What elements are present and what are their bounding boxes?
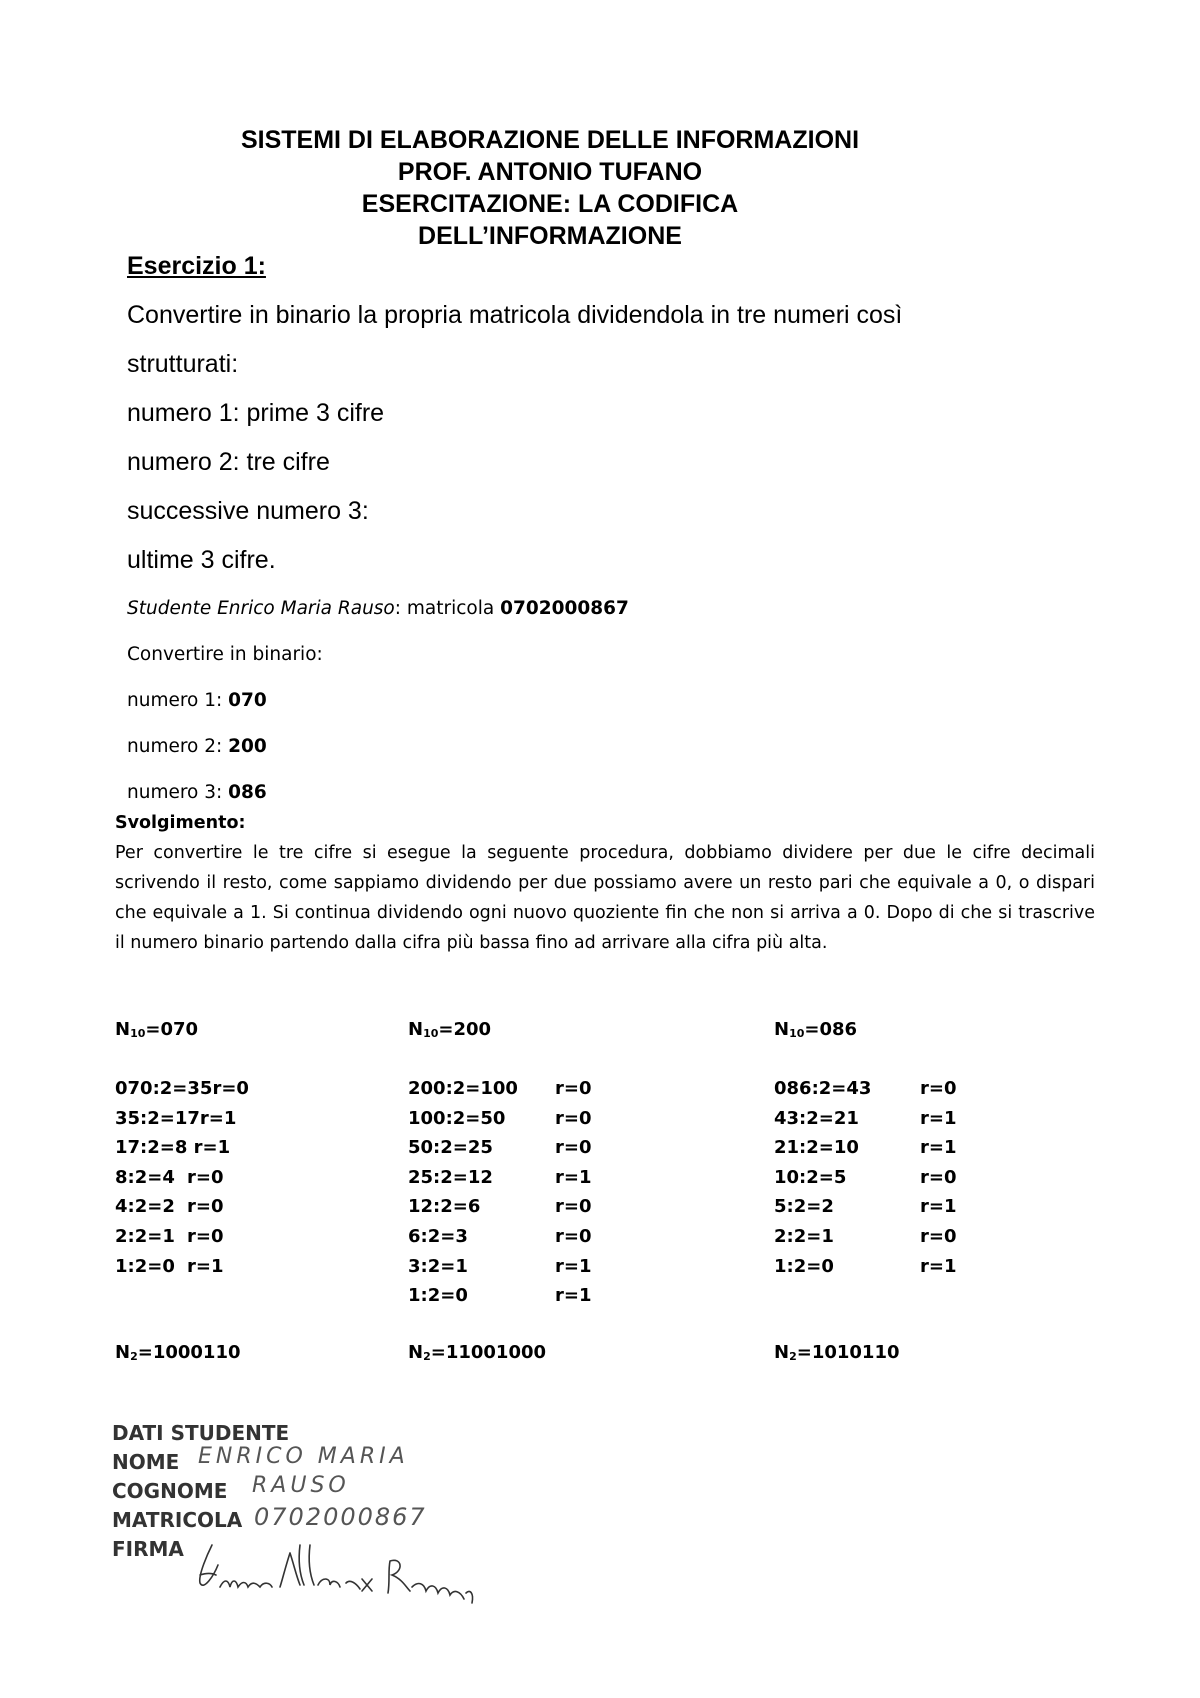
n2-result: $N_2=11001000$ [408,1342,547,1363]
division-row: 35:2=17r=1 [115,1107,237,1129]
handwritten-cognome: RAUSO [252,1473,350,1498]
division-row: 5:2=2 r=1 [774,1196,957,1218]
professor-name: PROF. ANTONIO TUFANO [397,158,703,186]
instruction-line: numero 1: prime 3 cifre [127,399,385,427]
division-row: 086:2=43 r=0 [774,1078,957,1099]
division-row: 8:2=4 r=0 [115,1166,224,1188]
division-row: 4:2=2 r=0 [115,1196,224,1218]
division-row: 25:2=12 r=1 [408,1166,592,1188]
number-line: numero 2: 200 [127,736,267,757]
handwritten-matricola: 0702000867 [254,1503,427,1531]
division-row: 1:2=0 r=1 [774,1255,957,1277]
division-row: 17:2=8 r=1 [115,1137,231,1159]
division-row: 6:2=3 r=0 [408,1225,592,1247]
division-row: 21:2=10 r=1 [774,1137,957,1159]
matricola-label: MATRICOLA [112,1508,243,1532]
number-line: numero 1: 070 [127,690,267,711]
division-row: 43:2=21 r=1 [774,1107,957,1129]
division-row: 2:2=1 r=0 [115,1225,224,1247]
exercise-heading-cont: DELL’INFORMAZIONE [418,222,682,250]
student-name: Studente Enrico Maria Rauso [127,598,395,619]
instruction-line: strutturati: [127,350,239,378]
n2-result: $N_2=1000110$ [115,1342,241,1363]
conversion-column-3 [774,1016,957,1363]
firma-label: FIRMA [112,1537,184,1561]
exercise-title: Esercizio 1: [127,252,266,280]
student-info [127,597,629,827]
division-row: 1:2=0 r=1 [115,1255,224,1277]
division-row: 50:2=25 r=0 [408,1137,592,1159]
division-row: 3:2=1 r=1 [408,1255,592,1277]
n2-result: $N_2=1010110$ [774,1342,900,1363]
number-line: numero 3: 086 [127,782,267,803]
division-row: 100:2=50 r=0 [408,1107,592,1129]
n10-label: $N_{10}=070$ [115,1019,199,1040]
conversion-column-1 [115,1016,249,1363]
instruction-line: numero 2: tre cifre [127,448,330,476]
n10-label: $N_{10}=200$ [408,1019,492,1040]
division-row: 2:2=1 r=0 [774,1225,957,1247]
instruction-line: ultime 3 cifre. [127,546,276,574]
student-matricola: 0702000867 [500,598,629,619]
exercise-heading: ESERCITAZIONE: LA CODIFICA [361,190,739,218]
document-header [0,124,1100,252]
cognome-label: COGNOME [112,1479,228,1503]
instruction-line: successive numero 3: [127,497,369,525]
handwritten-nome: ENRICO MARIA [198,1444,409,1469]
svolgimento-title: Svolgimento: [115,813,246,833]
conversion-column-2 [408,1016,592,1363]
nome-label: NOME [112,1450,180,1474]
instruction-line: Convertire in binario la propria matricola dividendola in tre numeri così [127,301,903,329]
student-line: Studente Enrico Maria Rauso: matricola 0702000867 [127,598,629,619]
student-data-title: DATI STUDENTE [112,1421,290,1445]
division-row: 070:2=35r=0 [115,1078,249,1099]
n10-label: $N_{10}=086$ [774,1019,858,1040]
division-row: 1:2=0 r=1 [408,1285,592,1307]
division-row: 200:2=100 r=0 [408,1078,592,1099]
exercise-instructions [127,300,902,594]
division-row: 10:2=5 r=0 [774,1166,957,1188]
convert-label: Convertire in binario: [127,644,323,665]
svolgimento-text: Per convertire le tre cifre si esegue la seguente procedura, dobbiamo dividere per due le cifre decimali scrivendo il resto, come sappiamo dividendo per due possiamo avere un resto pari che equivale a 0, o dispari che equivale a 1. Si continua dividendo ogni nuovo quoziente fin che non si arriva a 0. Dopo di che si trascrive il numero binario partendo dalla cifra più bassa fino ad arrivare alla cifra più alta. [115,843,1095,953]
signature-image [190,1535,490,1615]
course-title: SISTEMI DI ELABORAZIONE DELLE INFORMAZIONI [240,126,860,154]
division-row: 12:2=6 r=0 [408,1196,592,1218]
